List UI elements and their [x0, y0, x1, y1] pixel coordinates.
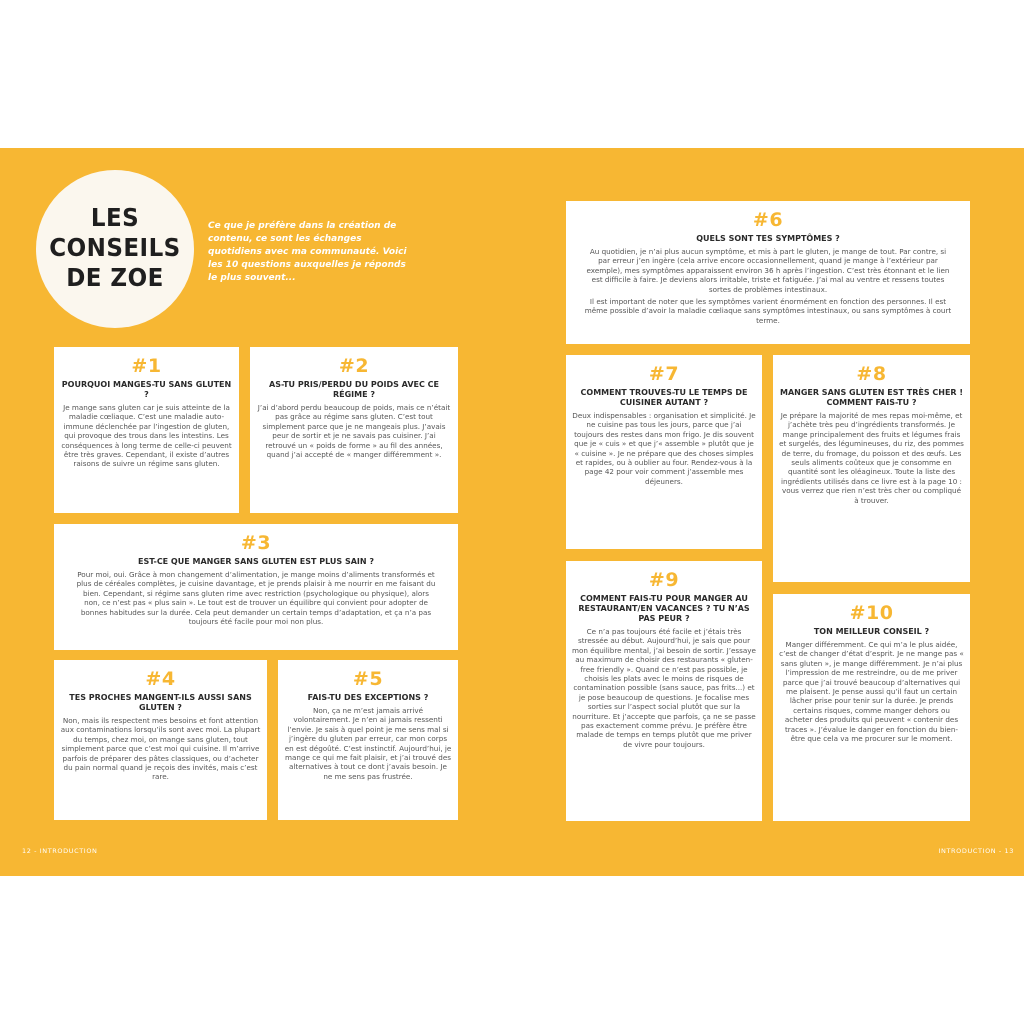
card-question: TES PROCHES MANGENT-ILS AUSSI SANS GLUTEN ?: [69, 693, 252, 712]
title-line-1: LES: [90, 203, 140, 232]
card-question: POURQUOI MANGES-TU SANS GLUTEN ?: [61, 380, 232, 399]
card-question: COMMENT TROUVES-TU LE TEMPS DE CUISINER AUTANT ?: [580, 388, 748, 407]
card-6: [566, 201, 970, 344]
card-3: [54, 524, 458, 650]
title-line-3: DE ZOE: [66, 263, 164, 292]
card-question: AS-TU PRIS/PERDU DU POIDS AVEC CE RÉGIME ?: [269, 380, 439, 399]
page-title: [42, 203, 187, 293]
card-question: MANGER SANS GLUTEN EST TRÈS CHER ! COMMENT FAIS-TU ?: [779, 388, 964, 407]
card-answer: Pour moi, oui. Grâce à mon changement d’alimentation, je mange moins d’aliments transformés et plus de céréales complètes, je cuisine davantage, et je prends plaisir à me nourrir en me faisant du bien. Cependant, si régime sans gluten rime avec restriction (psychologique ou physique), alors non, ce n’est pas « plus sain ». Le tout est de trouver un équilibre qui convient pour adopter de bonnes habitudes sur la durée. Cela peut demander un certain temps d’adaptation, et ça n’a pas toujours été facile pour moi non plus.: [76, 570, 436, 627]
card-number: #7: [648, 363, 680, 385]
card-2: [250, 347, 458, 513]
card-answer: Non, mais ils respectent mes besoins et font attention aux contaminations lorsqu’ils sont avec moi. La plupart du temps, chez moi, on mange sans gluten, tout simplement parce que c’est moi qui cuisine. Il m’arrive parfois de préparer des pâtes classiques, ou d’acheter du pain normal quand je reçois des invités, mais c’est rare.: [60, 716, 261, 782]
footer-right-page-number: INTRODUCTION - 13: [938, 847, 1014, 855]
card-10: [773, 594, 970, 821]
card-number: #6: [752, 209, 784, 231]
title-badge: [36, 170, 194, 328]
card-answer: Deux indispensables : organisation et simplicité. Je ne cuisine pas tous les jours, parce que j’ai toujours des restes dans mon frigo. Je dis souvent que je « cuis » et que j’« assemble » plutôt que je « cuisine ». Je ne prépare que des choses simples et rapides, ou à oublier au four. Rendez-vous à la page 42 pour voir comment j’assemble mes déjeuners.: [572, 411, 756, 486]
card-answer: Je prépare la majorité de mes repas moi-même, et j’achète très peu d’ingrédients transformés. Je mange principalement des fruits et légumes frais et surgelés, des légumineuses, du riz, des pommes de terre, du fromage, du poisson et des œufs. Les seuls aliments coûteux que je consomme en quantité sont les oléagineux. Toute la liste des ingrédients utilisés dans ce livre est à la page 10 : vous verrez que rien n’est très cher ou compliqué à trouver.: [779, 411, 964, 505]
card-number: #10: [849, 602, 894, 624]
card-answer: Non, ça ne m’est jamais arrivé volontairement. Je n’en ai jamais ressenti l’envie. Je sais à quel point je me sens mal si j’ingère du gluten par erreur, car mon corps en est dégoûté. C’est instinctif. Aujourd’hui, je mange ce qui me fait plaisir, et j’ai trouvé des alternatives à tout ce dont j’avais besoin. Je ne me sens pas frustrée.: [284, 706, 452, 781]
title-line-2: CONSEILS: [49, 233, 181, 262]
card-answer: Je mange sans gluten car je suis atteinte de la maladie cœliaque. C’est une maladie auto-immune déclenchée par l’ingestion de gluten, qui provoque des trous dans les intestins. Les conséquences à long terme de celle-ci peuvent être très graves. Cependant, il existe d’autres raisons de suivre un régime sans gluten.: [61, 403, 232, 469]
card-answer: Ce n’a pas toujours été facile et j’étais très stressée au début. Aujourd’hui, je sais que pour mon équilibre mental, j’ai besoin de sortir. J’essaye au maximum de choisir des restaurants « gluten-free friendly ». Quand ce n’est pas possible, je choisis les plats avec le moins de risques de contamination possible (sans sauce, pas frits...) et je pose beaucoup de questions. Je focalise mes sorties sur l’aspect social plutôt que sur la nourriture. Et j’accepte que parfois, ça ne se passe pas exactement comme prévu. Je préfère être malade de temps en temps plutôt que me priver de vivre pour toujours.: [572, 627, 756, 749]
card-5: [278, 660, 458, 820]
card-question: FAIS-TU DES EXCEPTIONS ?: [307, 693, 429, 702]
card-question: COMMENT FAIS-TU POUR MANGER AU RESTAURANT/EN VACANCES ? TU N’AS PAS PEUR ?: [578, 594, 750, 623]
card-number: #8: [856, 363, 887, 385]
card-question: QUELS SONT TES SYMPTÔMES ?: [696, 234, 840, 243]
card-answer: Manger différemment. Ce qui m’a le plus aidée, c’est de changer d’état d’esprit. Je ne mange pas « sans gluten », je mange différemment. Je n’ai plus l’impression de me restreindre, ou de me priver parce que j’ai trouvé beaucoup d’alternatives qui me plaisent. Je pense aussi qu’il faut un certain lâcher prise pour tenir sur la durée. Je prends certains risques, comme manger dehors ou acheter des produits qui peuvent « contenir des traces ». J’évalue le danger en fonction du bien-être que cela va me procurer sur le moment.: [779, 640, 964, 744]
card-question: EST-CE QUE MANGER SANS GLUTEN EST PLUS SAIN ?: [137, 557, 375, 566]
card-number: #1: [131, 355, 162, 377]
card-4: [54, 660, 267, 820]
card-answer: Au quotidien, je n’ai plus aucun symptôme, et mis à part le gluten, je mange de tout. Par contre, si par erreur j’en ingère (cela arrive encore occasionnellement, quand je mange à l’extérieur par exemple), mes symptômes apparaissent environ 36 h après l’ingestion. C’est très étonnant et le lien est difficile à faire. Je deviens alors irritable, triste et fatiguée. J’ai mal au ventre et ressens toutes sortes de problèmes intestinaux.: [586, 247, 950, 294]
card-number: #3: [240, 532, 272, 554]
intro-text: Ce que je préfère dans la création de contenu, ce sont les échanges quotidiens avec ma communauté. Voici les 10 questions auxquelles je réponds le plus souvent...: [208, 221, 407, 283]
card-1: [54, 347, 239, 513]
card-answer: J’ai d’abord perdu beaucoup de poids, mais ce n’était pas grâce au régime sans gluten. C’est tout simplement parce que je ne mangeais plus. J’avais peur de sortir et je ne savais pas cuisiner. J’ai retrouvé un « poids de forme » au fil des années, quand j’ai accepté de « manger différemment ».: [257, 403, 451, 460]
card-number: #2: [338, 355, 370, 377]
card-number: #5: [352, 668, 384, 690]
footer-left-page-number: 12 - INTRODUCTION: [22, 847, 98, 855]
card-9: [566, 561, 762, 821]
card-answer-note: Il est important de noter que les symptômes varient énormément en fonction des personnes. Il est même possible d’avoir la maladie cœliaque sans symptômes intestinaux, ou sans symptômes à court terme.: [584, 297, 952, 325]
card-7: [566, 355, 762, 549]
card-question: TON MEILLEUR CONSEIL ?: [813, 627, 930, 636]
card-number: #4: [145, 668, 176, 690]
card-number: #9: [648, 569, 680, 591]
card-8: [773, 355, 970, 582]
